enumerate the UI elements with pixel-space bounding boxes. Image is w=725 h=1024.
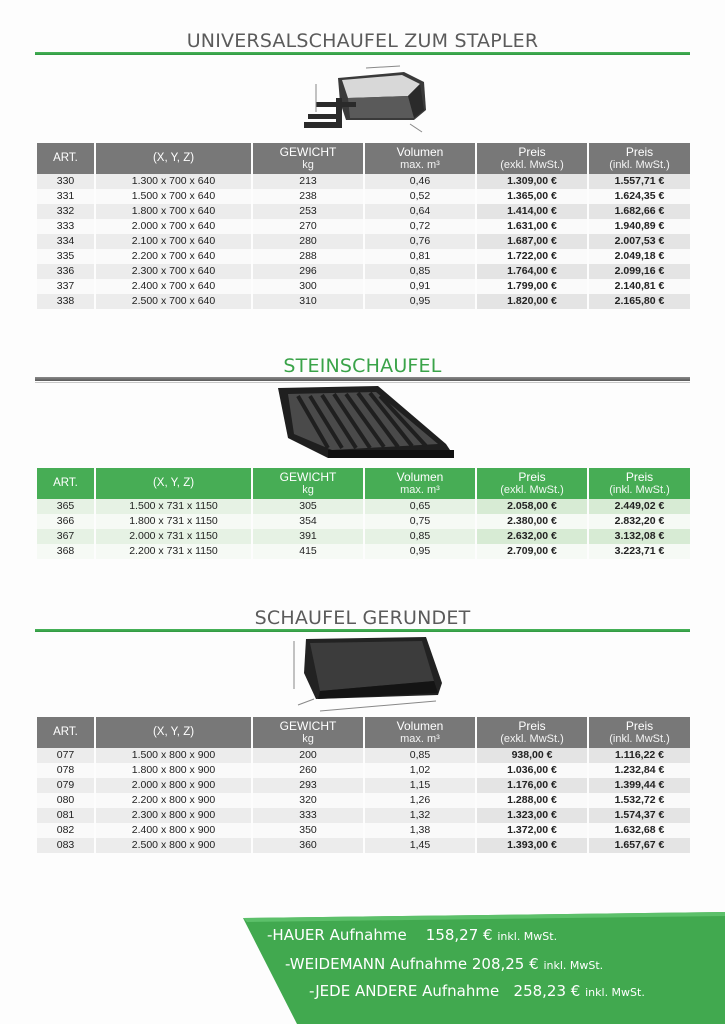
cell-volume: 0,85 xyxy=(365,264,475,279)
cell-volume: 0,52 xyxy=(365,189,475,204)
cell-art: 083 xyxy=(37,838,94,853)
cell-art: 079 xyxy=(37,778,94,793)
cell-weight: 213 xyxy=(253,174,363,189)
banner-line-weidemann: -WEIDEMANN Aufnahme 208,25 € inkl. MwSt. xyxy=(285,955,604,973)
cell-weight: 293 xyxy=(253,778,363,793)
table-row xyxy=(37,514,690,529)
cell-price-excl: 1.393,00 € xyxy=(477,838,587,853)
cell-art: 331 xyxy=(37,189,94,204)
cell-volume: 1,32 xyxy=(365,808,475,823)
cell-weight: 350 xyxy=(253,823,363,838)
cell-dimensions: 1.800 x 731 x 1150 xyxy=(96,514,251,529)
cell-dimensions: 2.500 x 800 x 900 xyxy=(96,838,251,853)
cell-weight: 305 xyxy=(253,499,363,514)
cell-price-excl: 2.632,00 € xyxy=(477,529,587,544)
cell-price-incl: 1.657,67 € xyxy=(589,838,690,853)
table-row xyxy=(37,793,690,808)
table-row xyxy=(37,204,690,219)
header-volume: Volumen max. m³ xyxy=(365,717,475,748)
table-row xyxy=(37,778,690,793)
cell-weight: 320 xyxy=(253,793,363,808)
cell-price-incl: 2.449,02 € xyxy=(589,499,690,514)
cell-price-incl: 2.165,80 € xyxy=(589,294,690,309)
cell-volume: 1,02 xyxy=(365,763,475,778)
table-row xyxy=(37,249,690,264)
cell-weight: 270 xyxy=(253,219,363,234)
cell-weight: 354 xyxy=(253,514,363,529)
table-row xyxy=(37,189,690,204)
cell-dimensions: 2.500 x 700 x 640 xyxy=(96,294,251,309)
header-volume: Volumen max. m³ xyxy=(365,468,475,499)
table-row xyxy=(37,544,690,559)
cell-dimensions: 1.300 x 700 x 640 xyxy=(96,174,251,189)
header-price-incl: Preis (inkl. MwSt.) xyxy=(589,468,690,499)
cell-art: 335 xyxy=(37,249,94,264)
cell-volume: 0,85 xyxy=(365,529,475,544)
section-title-steinschaufel: STEINSCHAUFEL xyxy=(283,355,442,377)
header-price-excl: Preis (exkl. MwSt.) xyxy=(477,468,587,499)
cell-price-incl: 3.223,71 € xyxy=(589,544,690,559)
section-divider xyxy=(35,52,690,55)
cell-art: 367 xyxy=(37,529,94,544)
cell-price-incl: 2.140,81 € xyxy=(589,279,690,294)
header-price-incl: Preis (inkl. MwSt.) xyxy=(589,717,690,748)
section-title-universalschaufel: UNIVERSALSCHAUFEL ZUM STAPLER xyxy=(186,30,539,52)
cell-price-incl: 2.099,16 € xyxy=(589,264,690,279)
cell-price-incl: 1.940,89 € xyxy=(589,219,690,234)
cell-dimensions: 1.500 x 800 x 900 xyxy=(96,748,251,763)
table-row xyxy=(37,808,690,823)
cell-volume: 1,45 xyxy=(365,838,475,853)
cell-price-excl: 1.687,00 € xyxy=(477,234,587,249)
cell-volume: 0,46 xyxy=(365,174,475,189)
cell-price-excl: 2.380,00 € xyxy=(477,514,587,529)
cell-art: 077 xyxy=(37,748,94,763)
cell-volume: 0,85 xyxy=(365,748,475,763)
rounded-bucket-illustration xyxy=(276,633,448,715)
cell-dimensions: 1.800 x 800 x 900 xyxy=(96,763,251,778)
header-art: ART. xyxy=(37,717,94,748)
header-dimensions: (X, Y, Z) xyxy=(96,468,251,499)
cell-dimensions: 1.500 x 731 x 1150 xyxy=(96,499,251,514)
table-schaufel-gerundet xyxy=(35,717,692,853)
forklift-bucket-illustration xyxy=(296,62,436,140)
cell-dimensions: 2.300 x 800 x 900 xyxy=(96,808,251,823)
table-universalschaufel xyxy=(35,143,692,309)
header-weight: GEWICHT kg xyxy=(253,143,363,174)
cell-price-excl: 1.722,00 € xyxy=(477,249,587,264)
cell-art: 330 xyxy=(37,174,94,189)
section-divider xyxy=(35,629,690,632)
cell-volume: 1,38 xyxy=(365,823,475,838)
cell-dimensions: 2.400 x 800 x 900 xyxy=(96,823,251,838)
table-row xyxy=(37,748,690,763)
cell-weight: 288 xyxy=(253,249,363,264)
cell-art: 366 xyxy=(37,514,94,529)
cell-art: 368 xyxy=(37,544,94,559)
cell-weight: 300 xyxy=(253,279,363,294)
cell-art: 332 xyxy=(37,204,94,219)
header-volume: Volumen max. m³ xyxy=(365,143,475,174)
cell-dimensions: 2.100 x 700 x 640 xyxy=(96,234,251,249)
cell-price-incl: 1.574,37 € xyxy=(589,808,690,823)
cell-art: 334 xyxy=(37,234,94,249)
cell-price-excl: 1.764,00 € xyxy=(477,264,587,279)
cell-price-incl: 1.557,71 € xyxy=(589,174,690,189)
cell-price-incl: 2.007,53 € xyxy=(589,234,690,249)
cell-art: 081 xyxy=(37,808,94,823)
cell-volume: 0,64 xyxy=(365,204,475,219)
table-row xyxy=(37,174,690,189)
cell-volume: 0,81 xyxy=(365,249,475,264)
table-steinschaufel xyxy=(35,468,692,559)
header-dimensions: (X, Y, Z) xyxy=(96,143,251,174)
cell-weight: 391 xyxy=(253,529,363,544)
cell-price-excl: 2.709,00 € xyxy=(477,544,587,559)
cell-volume: 0,95 xyxy=(365,294,475,309)
cell-price-excl: 1.176,00 € xyxy=(477,778,587,793)
cell-weight: 360 xyxy=(253,838,363,853)
cell-price-incl: 1.624,35 € xyxy=(589,189,690,204)
cell-art: 365 xyxy=(37,499,94,514)
cell-weight: 415 xyxy=(253,544,363,559)
cell-volume: 1,15 xyxy=(365,778,475,793)
cell-weight: 310 xyxy=(253,294,363,309)
cell-price-excl: 1.820,00 € xyxy=(477,294,587,309)
cell-price-excl: 1.414,00 € xyxy=(477,204,587,219)
section-divider-thin xyxy=(35,382,690,383)
cell-price-excl: 1.372,00 € xyxy=(477,823,587,838)
cell-dimensions: 2.400 x 700 x 640 xyxy=(96,279,251,294)
table-row xyxy=(37,279,690,294)
table-row xyxy=(37,529,690,544)
cell-price-excl: 1.365,00 € xyxy=(477,189,587,204)
cell-price-incl: 1.232,84 € xyxy=(589,763,690,778)
cell-price-incl: 3.132,08 € xyxy=(589,529,690,544)
cell-price-excl: 1.799,00 € xyxy=(477,279,587,294)
cell-price-incl: 1.116,22 € xyxy=(589,748,690,763)
cell-dimensions: 2.300 x 700 x 640 xyxy=(96,264,251,279)
cell-volume: 0,72 xyxy=(365,219,475,234)
cell-volume: 0,75 xyxy=(365,514,475,529)
cell-dimensions: 2.200 x 800 x 900 xyxy=(96,793,251,808)
cell-weight: 260 xyxy=(253,763,363,778)
stone-bucket-illustration xyxy=(268,384,458,466)
banner-line-jede-andere: -JEDE ANDERE Aufnahme 258,23 € inkl. MwSt. xyxy=(309,982,645,1000)
cell-price-excl: 1.309,00 € xyxy=(477,174,587,189)
cell-price-excl: 1.288,00 € xyxy=(477,793,587,808)
header-price-incl: Preis (inkl. MwSt.) xyxy=(589,143,690,174)
cell-volume: 0,76 xyxy=(365,234,475,249)
cell-price-excl: 938,00 € xyxy=(477,748,587,763)
cell-dimensions: 2.200 x 700 x 640 xyxy=(96,249,251,264)
cell-weight: 238 xyxy=(253,189,363,204)
cell-price-excl: 2.058,00 € xyxy=(477,499,587,514)
cell-price-incl: 1.399,44 € xyxy=(589,778,690,793)
cell-price-incl: 1.632,68 € xyxy=(589,823,690,838)
cell-price-excl: 1.036,00 € xyxy=(477,763,587,778)
cell-weight: 253 xyxy=(253,204,363,219)
cell-art: 338 xyxy=(37,294,94,309)
banner-line-hauer: -HAUER Aufnahme 158,27 € inkl. MwSt. xyxy=(267,926,558,944)
cell-volume: 1,26 xyxy=(365,793,475,808)
header-art: ART. xyxy=(37,468,94,499)
table-row xyxy=(37,234,690,249)
cell-volume: 0,65 xyxy=(365,499,475,514)
cell-price-incl: 1.532,72 € xyxy=(589,793,690,808)
header-price-excl: Preis (exkl. MwSt.) xyxy=(477,143,587,174)
section-divider xyxy=(35,377,690,381)
cell-volume: 0,95 xyxy=(365,544,475,559)
cell-dimensions: 2.000 x 731 x 1150 xyxy=(96,529,251,544)
cell-price-incl: 2.049,18 € xyxy=(589,249,690,264)
header-weight: GEWICHT kg xyxy=(253,717,363,748)
cell-weight: 200 xyxy=(253,748,363,763)
cell-weight: 296 xyxy=(253,264,363,279)
cell-art: 337 xyxy=(37,279,94,294)
table-row xyxy=(37,838,690,853)
section-title-schaufel-gerundet: SCHAUFEL GERUNDET xyxy=(254,607,471,629)
cell-price-excl: 1.631,00 € xyxy=(477,219,587,234)
adapter-price-banner xyxy=(243,912,725,1024)
cell-price-excl: 1.323,00 € xyxy=(477,808,587,823)
cell-art: 333 xyxy=(37,219,94,234)
table-row xyxy=(37,264,690,279)
cell-weight: 333 xyxy=(253,808,363,823)
cell-dimensions: 2.000 x 700 x 640 xyxy=(96,219,251,234)
cell-price-incl: 1.682,66 € xyxy=(589,204,690,219)
header-art: ART. xyxy=(37,143,94,174)
table-row xyxy=(37,823,690,838)
cell-dimensions: 2.200 x 731 x 1150 xyxy=(96,544,251,559)
cell-dimensions: 2.000 x 800 x 900 xyxy=(96,778,251,793)
cell-art: 080 xyxy=(37,793,94,808)
cell-price-incl: 2.832,20 € xyxy=(589,514,690,529)
header-dimensions: (X, Y, Z) xyxy=(96,717,251,748)
cell-volume: 0,91 xyxy=(365,279,475,294)
cell-dimensions: 1.800 x 700 x 640 xyxy=(96,204,251,219)
table-row xyxy=(37,294,690,309)
table-row xyxy=(37,219,690,234)
cell-art: 078 xyxy=(37,763,94,778)
table-row xyxy=(37,763,690,778)
cell-weight: 280 xyxy=(253,234,363,249)
header-weight: GEWICHT kg xyxy=(253,468,363,499)
cell-art: 336 xyxy=(37,264,94,279)
cell-dimensions: 1.500 x 700 x 640 xyxy=(96,189,251,204)
table-row xyxy=(37,499,690,514)
header-price-excl: Preis (exkl. MwSt.) xyxy=(477,717,587,748)
cell-art: 082 xyxy=(37,823,94,838)
